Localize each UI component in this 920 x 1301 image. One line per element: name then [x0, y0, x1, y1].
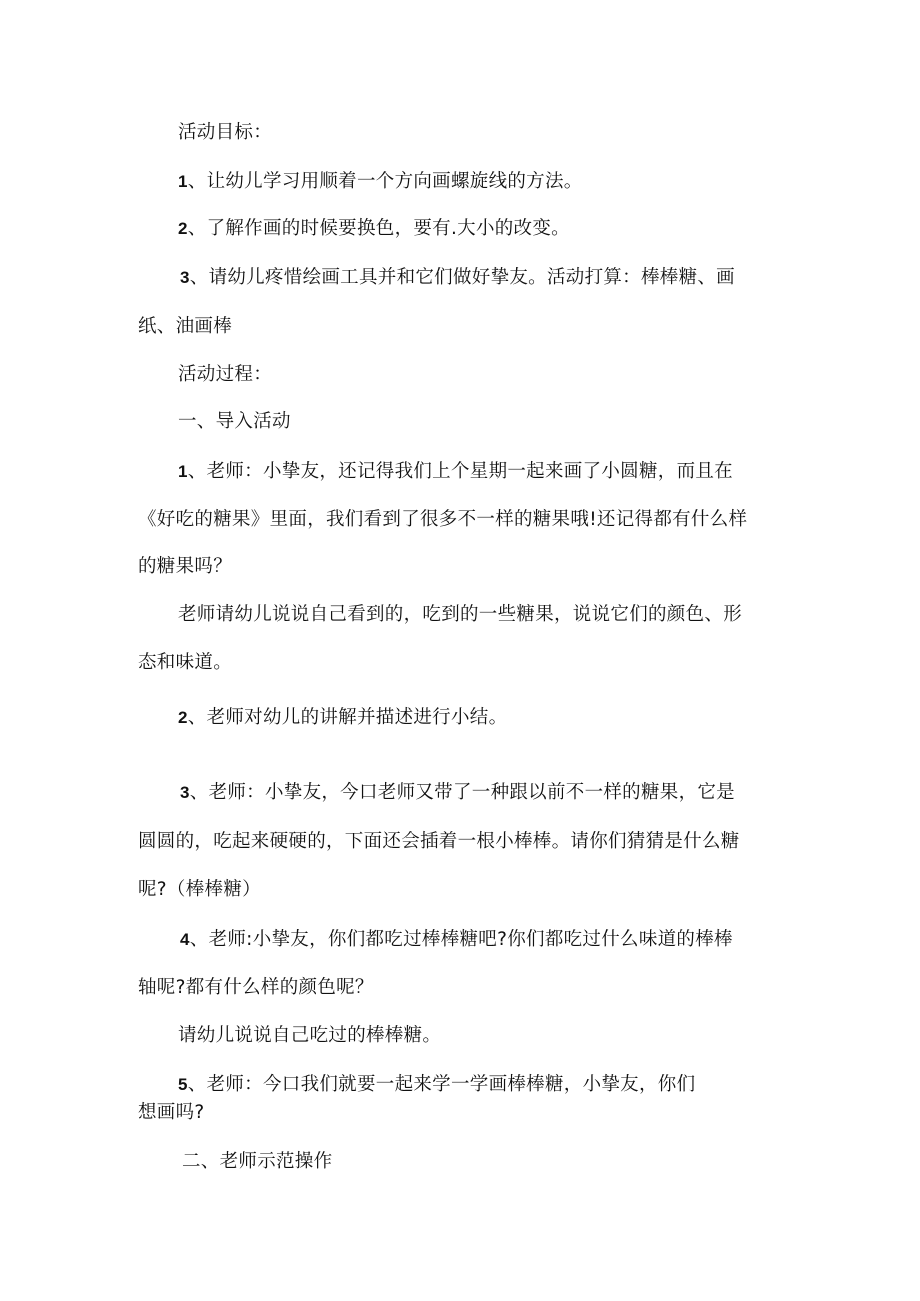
paragraph-4-text-1: 、老师:小挚友，你们都吃过棒棒糖吧?你们都吃过什么味道的棒棒 [189, 929, 733, 950]
goals-heading: 活动目标： [178, 122, 273, 143]
section-2-heading: 二、老师示范操作 [182, 1151, 333, 1172]
paragraph-1-number: 1 [178, 462, 188, 481]
goal-3-number: 3 [180, 268, 190, 287]
paragraph-4-number: 4 [180, 930, 190, 949]
paragraph-4-line-2: 轴呢?都有什么样的颜色呢？ [138, 977, 374, 998]
process-heading: 活动过程： [178, 364, 273, 385]
goal-item-2 [178, 217, 570, 241]
paragraph-1-line-1 [178, 460, 733, 484]
paragraph-5-text-1: 、老师：今口我们就要一起来学一学画棒棒糖，小挚友，你们 [187, 1074, 696, 1095]
paragraph-4b: 请幼儿说说自己吃过的棒棒糖。 [178, 1025, 442, 1046]
paragraph-5-number: 5 [178, 1075, 188, 1094]
paragraph-2-number: 2 [178, 708, 188, 727]
section-1-heading: 一、导入活动 [178, 411, 291, 432]
goal-1-number: 1 [178, 172, 188, 191]
paragraph-2 [178, 706, 507, 730]
paragraph-1b-line-1: 老师请幼儿说说自己看到的，吃到的一些糖果，说说它们的颜色、形 [178, 604, 743, 625]
paragraph-3-number: 3 [180, 783, 190, 802]
paragraph-3-text-1: 、老师：小挚友，今口老师又带了一种跟以前不一样的糖果，它是 [189, 782, 735, 803]
paragraph-3-line-3: 呢?（棒棒糖） [138, 879, 261, 900]
paragraph-5-line-1 [178, 1073, 695, 1097]
goal-3-text-line-1: 、请幼儿疼惜绘画工具并和它们做好挚友。活动打算：棒棒糖、画 [189, 267, 735, 288]
goal-3-text-line-2: 纸、油画棒 [138, 316, 233, 337]
goal-item-1 [178, 170, 583, 194]
goal-item-3 [180, 266, 735, 290]
paragraph-2-text: 、老师对幼儿的讲解并描述进行小结。 [187, 707, 508, 728]
paragraph-3-line-1 [180, 781, 735, 805]
paragraph-5-line-2: 想画吗? [138, 1102, 205, 1123]
paragraph-1b-line-2: 态和味道。 [138, 652, 233, 673]
goal-1-text: 、让幼儿学习用顺着一个方向画螺旋线的方法。 [187, 171, 583, 192]
paragraph-1-text-1: 、老师：小挚友，还记得我们上个星期一起来画了小圆糖，而且在 [187, 461, 733, 482]
paragraph-1-line-2: 《好吃的糖果》里面，我们看到了很多不一样的糖果哦!还记得都有什么样 [138, 509, 748, 530]
paragraph-4-line-1 [180, 928, 733, 952]
paragraph-1-line-3: 的糖果吗？ [138, 556, 233, 577]
goal-2-number: 2 [178, 219, 188, 238]
paragraph-3-line-2: 圆圆的，吃起来硬硬的，下面还会插着一根小棒棒。请你们猜猜是什么糖 [138, 831, 740, 852]
goal-2-text: 、了解作画的时候要换色，要有.大小的改变。 [187, 218, 570, 239]
